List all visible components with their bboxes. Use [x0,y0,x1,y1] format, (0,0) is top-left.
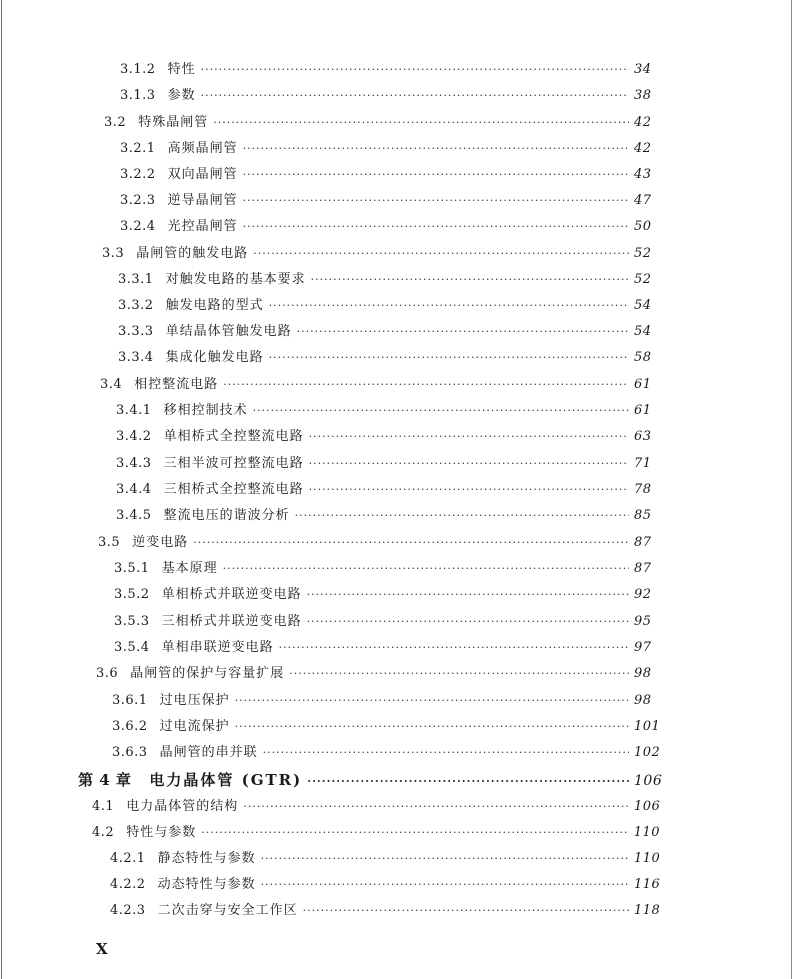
toc-entry-number: 3.6.1 [112,693,148,708]
toc-entry-page: 87 [634,535,652,550]
toc-entry-number: 3.1.3 [120,88,156,103]
toc-entry-number: 3.5.1 [114,561,150,576]
toc-entry-page: 61 [634,403,652,418]
toc-entry-number: 4.2.3 [110,903,146,918]
toc-entry-page: 106 [634,773,663,789]
leader-dots [235,715,629,739]
toc-entry-title: 对触发电路的基本要求 [165,272,306,287]
toc-entry [110,847,661,871]
toc-entry-page: 101 [634,719,661,734]
leader-dots [243,189,629,213]
toc-entry-page: 110 [634,851,661,866]
toc-entry [100,373,650,397]
leader-dots [303,899,629,923]
toc-entry [96,662,650,686]
leader-dots [309,452,629,476]
toc-entry [118,346,650,370]
toc-chapter-number: 第 4 章 [78,771,132,789]
toc-entry-number: 3.2.2 [120,167,156,182]
toc-entry [114,636,650,660]
toc-entry-page: 85 [634,508,652,523]
toc-entry-title: 集成化触发电路 [165,350,264,365]
toc-entry-number: 3.4.3 [116,456,152,471]
toc-entry-page: 58 [634,350,652,365]
toc-entry-number: 3.3.4 [118,350,154,365]
toc-entry-number: 3.3 [102,246,125,261]
toc-chapter-title: 电力晶体管 (GTR) [149,771,303,789]
toc-entry-page: 63 [634,429,652,444]
leader-dots [269,294,629,318]
leader-dots [223,557,629,581]
toc-entry [104,111,650,135]
toc-entry-title: 动态特性与参数 [157,877,256,892]
toc-entry [118,268,650,292]
toc-entry [116,399,650,423]
leader-dots [235,689,629,713]
toc-entry [110,873,661,897]
toc-entry [116,425,650,449]
toc-entry-title: 移相控制技术 [163,403,248,418]
leader-dots [193,531,629,555]
toc-entry-page: 98 [634,693,652,708]
toc-entry-page: 43 [634,167,652,182]
toc-entry-title: 三相桥式并联逆变电路 [161,614,302,629]
toc-entry [114,557,650,581]
toc-entry-number: 3.2.1 [120,141,156,156]
leader-dots [289,662,629,686]
toc-entry [112,741,661,765]
toc-entry [112,689,650,713]
toc-entry [120,163,650,187]
toc-entry [116,452,650,476]
toc-entry [116,478,650,502]
toc-entry-page: 52 [634,272,652,287]
toc-entry [120,215,650,239]
toc-entry-page: 92 [634,587,652,602]
toc-entry-number: 3.4.5 [116,508,152,523]
toc-entry-page: 42 [634,115,652,130]
leader-dots [261,847,629,871]
toc-entry-page: 118 [634,903,661,918]
toc-entry-number: 3.2 [104,115,127,130]
toc-entry [120,58,650,82]
toc-entry-title: 触发电路的型式 [165,298,264,313]
leader-dots [295,504,629,528]
toc-entry-title: 特性与参数 [126,825,197,840]
toc-entry-page: 110 [633,825,661,840]
toc-entry [102,242,650,266]
toc-entry-title: 相控整流电路 [134,377,219,392]
toc-entry-page: 47 [634,193,652,208]
toc-entry-number: 3.2.4 [120,219,156,234]
toc-entry-page: 50 [634,219,652,234]
toc-entry-page: 95 [634,614,652,629]
leader-dots [307,583,629,607]
leader-dots [201,84,629,108]
leader-dots [309,478,629,502]
toc-entry-number: 3.5.2 [114,587,150,602]
toc-entry-number: 3.3.2 [118,298,154,313]
toc-entry [114,610,650,634]
leader-dots [253,399,629,423]
toc-entry-number: 4.2.2 [110,877,146,892]
toc-entry-title: 基本原理 [161,561,218,576]
page-number: X [96,940,108,958]
leader-dots [307,610,629,634]
toc-entry-number: 3.4.2 [116,429,152,444]
toc-entry-page: 52 [634,246,652,261]
leader-dots [243,795,629,819]
leader-dots [243,163,629,187]
toc-entry-title: 高频晶闸管 [167,141,238,156]
toc-entry [92,795,661,819]
toc-entry-page: 106 [634,799,661,814]
toc-entry-number: 3.3.1 [118,272,154,287]
leader-dots [223,373,629,397]
toc-entry-page: 42 [634,141,652,156]
toc-entry-title: 单相串联逆变电路 [161,640,274,655]
toc-entry-title: 晶闸管的触发电路 [136,246,249,261]
leader-dots [297,320,629,344]
toc-entry-number: 4.2 [92,825,115,840]
toc-entry-title: 整流电压的谐波分析 [163,508,290,523]
toc-entry-page: 98 [634,666,652,681]
toc-entry-title: 三相半波可控整流电路 [163,456,304,471]
toc-entry-page: 116 [634,877,661,892]
toc-entry [118,294,650,318]
toc-entry [120,189,650,213]
toc-entry-title: 光控晶闸管 [167,219,238,234]
toc-entry-title: 三相桥式全控整流电路 [163,482,304,497]
toc-entry [120,137,650,161]
toc-entry [98,531,650,555]
leader-dots [201,58,629,82]
toc-chapter-entry [78,768,663,792]
leader-dots [261,873,629,897]
toc-entry [92,821,661,845]
toc-entry [118,320,650,344]
leader-dots [309,425,629,449]
toc-entry-title: 逆导晶闸管 [167,193,238,208]
toc-entry-number: 3.5.4 [114,640,150,655]
toc-entry-page: 34 [634,62,652,77]
leader-dots [243,215,629,239]
leader-dots [243,137,629,161]
toc-entry [112,715,661,739]
leader-dots [253,242,629,266]
toc-entry-page: 97 [634,640,652,655]
leader-dots [269,346,629,370]
toc-entry-title: 单结晶体管触发电路 [165,324,292,339]
toc-entry-title: 特性 [167,62,196,77]
toc-entry-title: 参数 [167,88,196,103]
leader-dots [311,268,629,292]
toc-entry-page: 38 [634,88,652,103]
toc-entry-number: 3.4.1 [116,403,152,418]
toc-entry-number: 4.2.1 [110,851,146,866]
toc-entry [120,84,650,108]
toc-entry-number: 3.6.3 [112,745,148,760]
toc-entry-number: 3.1.2 [120,62,156,77]
toc-entry-number: 3.5 [98,535,121,550]
toc-entry-number: 3.3.3 [118,324,154,339]
toc-entry-title: 过电流保护 [159,719,230,734]
leader-dots [213,111,629,135]
toc-entry-title: 静态特性与参数 [157,851,256,866]
leader-dots [263,741,629,765]
toc-entry-number: 3.6 [96,666,119,681]
toc-entry-title: 特殊晶闸管 [138,115,209,130]
toc-entry-title: 过电压保护 [159,693,230,708]
toc-entry-title: 单相桥式并联逆变电路 [161,587,302,602]
toc-entry-title: 逆变电路 [132,535,189,550]
toc-entry-title: 晶闸管的保护与容量扩展 [130,666,285,681]
toc-entry-page: 87 [634,561,652,576]
toc-entry-title: 电力晶体管的结构 [126,799,239,814]
toc-entry-title: 二次击穿与安全工作区 [157,903,298,918]
toc-entry-page: 54 [634,324,652,339]
toc-entry-page: 71 [634,456,652,471]
toc-entry-title: 双向晶闸管 [167,167,238,182]
toc-entry-page: 54 [634,298,652,313]
toc-entry-number: 3.6.2 [112,719,148,734]
toc-entry-page: 78 [634,482,652,497]
toc-entry-title: 单相桥式全控整流电路 [163,429,304,444]
leader-dots [279,636,629,660]
leader-dots [307,768,629,794]
toc-entry-number: 3.5.3 [114,614,150,629]
toc-entry-number: 4.1 [92,799,115,814]
toc-entry-number: 3.2.3 [120,193,156,208]
toc-entry-number: 3.4.4 [116,482,152,497]
toc-entry [114,583,650,607]
toc-entry-title: 晶闸管的串并联 [159,745,258,760]
toc-entry [116,504,650,528]
toc-entry-number: 3.4 [100,377,123,392]
toc-entry-page: 102 [634,745,661,760]
toc-entry [110,899,661,923]
toc-entry-page: 61 [634,377,652,392]
leader-dots [201,821,629,845]
